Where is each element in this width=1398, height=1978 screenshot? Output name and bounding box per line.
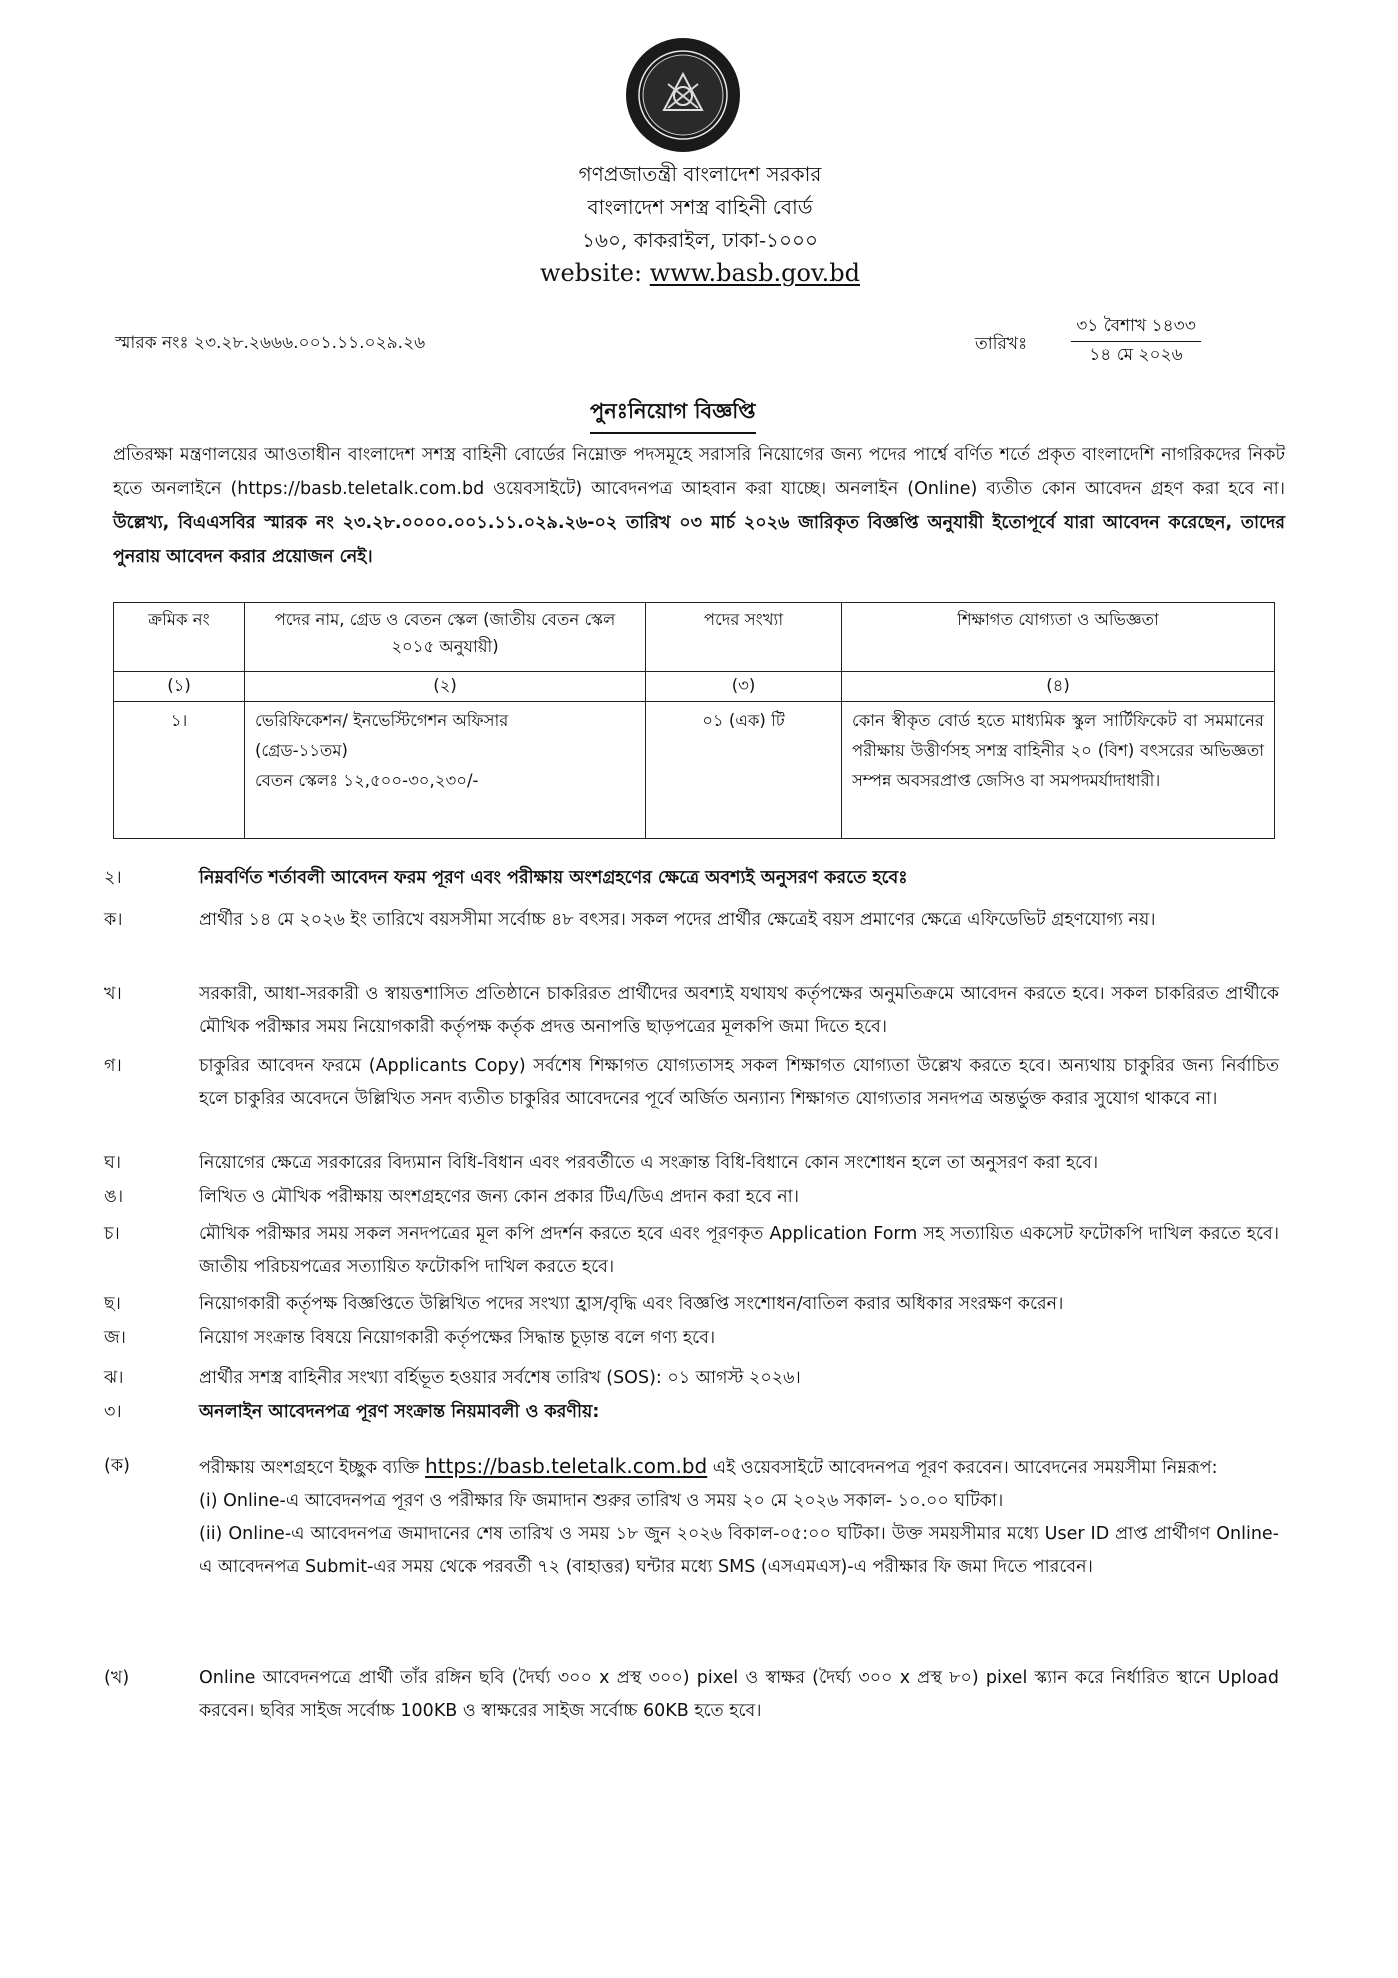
colnum-4: (৪) bbox=[842, 672, 1275, 702]
website-line bbox=[300, 257, 1100, 290]
item-text: লিখিত ও মৌখিক পরীক্ষায় অংশগ্রহণের জন্য কোন প্রকার টিএ/ডিএ প্রদান করা হবে না। bbox=[199, 1187, 799, 1207]
item-key: ক। bbox=[104, 910, 123, 930]
cell-post bbox=[245, 702, 646, 839]
intro-text: প্রতিরক্ষা মন্ত্রণালয়ের আওতাধীন বাংলাদেশ সশস্ত্র বাহিনী বোর্ডের নিম্নোক্ত পদসমূহে সরাসরি নিয়োগের জন্য পদের পার্শ্বে বর্ণিত শর্তে প্রকৃত বাংলাদেশি নাগরিকদের নিকট হতে অনলাইনে (https://basb.teletalk.com.bd ওয়েবসাইটে) আবেদনপত্র আহবান করা যাচ্ছে। অনলাইন (Online) ব্যতীত কোন আবেদন গ্রহণ করা হবে না। bbox=[113, 445, 1285, 499]
letterhead bbox=[300, 158, 1100, 290]
item-key: ছ। bbox=[104, 1294, 121, 1314]
board-name: বাংলাদেশ সশস্ত্র বাহিনী বোর্ড bbox=[587, 195, 813, 219]
item-text: চাকুরির আবেদন ফরমে (Applicants Copy) সর্বশেষ শিক্ষাগত যোগ্যতাসহ সকল শিক্ষাগত যোগ্যতা উল্লেখ করতে হবে। অন্যথায় চাকুরির জন্য নির্বাচিত হলে চাকুরির অবেদনে উল্লিখিত সনদ ব্যতীত চাকুরির আবেদনের পূর্বে অর্জিত অন্যান্য শিক্ষাগত যোগ্যতার সনদপত্র অন্তর্ভুক্ত করার সুযোগ থাকবে না। bbox=[199, 1056, 1279, 1109]
teletalk-link[interactable]: https://basb.teletalk.com.bd bbox=[425, 1454, 708, 1478]
item-text: নিয়োগ সংক্রান্ত বিষয়ে নিয়োগকারী কর্তৃপক্ষের সিদ্ধান্ত চূড়ান্ত বলে গণ্য হবে। bbox=[199, 1328, 716, 1348]
item-text: নিম্নবর্ণিত শর্তাবলী আবেদন ফরম পূরণ এবং পরীক্ষায় অংশগ্রহণের ক্ষেত্রে অবশ্যই অনুসরণ করতে হবেঃ bbox=[199, 868, 908, 888]
header-qualification: শিক্ষাগত যোগ্যতা ও অভিজ্ঞতা bbox=[842, 603, 1275, 672]
item-key: ঙ। bbox=[104, 1187, 124, 1207]
post-scale: বেতন স্কেলঃ ১২,৫০০-৩০,২৩০/- bbox=[255, 771, 479, 790]
cell-qualification: কোন স্বীকৃত বোর্ড হতে মাধ্যমিক স্কুল সার্টিফিকেট বা সমমানের পরীক্ষায় উত্তীর্ণসহ সশস্ত্র বাহিনীর ২০ (বিশ) বৎসরের অভিজ্ঞতা সম্পন্ন অবসরপ্রাপ্ত জেসিও বা সমপদমর্যাদাধারী। bbox=[842, 702, 1275, 839]
ka-step-i: (i) Online-এ আবেদনপত্র পূরণ ও পরীক্ষার ফি জমাদান শুরুর তারিখ ও সময় ২০ মে ২০২৬ সকাল- ১০.০০ ঘটিকা। bbox=[199, 1491, 1004, 1511]
header-post: পদের নাম, গ্রেড ও বেতন স্কেল (জাতীয় বেতন স্কেল ২০১৫ অনুযায়ী) bbox=[245, 603, 646, 672]
board-seal-logo bbox=[624, 36, 742, 154]
post-grade: (গ্রেড-১১তম) bbox=[255, 741, 348, 760]
table-header-row bbox=[114, 603, 1275, 672]
colnum-3: (৩) bbox=[646, 672, 842, 702]
ka-post: এই ওয়েবসাইটে আবেদনপত্র পূরণ করবেন। আবেদনের সময়সীমা নিম্নরূপ: bbox=[712, 1458, 1218, 1478]
item-key: গ। bbox=[104, 1056, 122, 1076]
header-serial: ক্রমিক নং bbox=[114, 603, 245, 672]
item-key: (খ) bbox=[104, 1668, 130, 1688]
website-link[interactable]: www.basb.gov.bd bbox=[649, 259, 860, 287]
item-key: ২। bbox=[104, 868, 122, 888]
date-label: তারিখঃ bbox=[975, 334, 1028, 354]
item-text: Online আবেদনপত্রে প্রার্থী তাঁর রঙ্গিন ছবি (দৈর্ঘ্য ৩০০ x প্রস্থ ৩০০) pixel ও স্বাক্ষর (দৈর্ঘ্য ৩০০ x প্রস্থ ৮০) pixel স্ক্যান করে নির্ধারিত স্থানে Upload করবেন। ছবির সাইজ সর্বোচ্চ 100KB ও স্বাক্ষরের সাইজ সর্বোচ্চ 60KB হতে হবে। bbox=[199, 1668, 1279, 1721]
website-label: website: bbox=[540, 259, 643, 287]
item-text: মৌখিক পরীক্ষার সময় সকল সনদপত্রের মূল কপি প্রদর্শন করতে হবে এবং পূরণকৃত Application Form সহ সত্যায়িত একসেট ফটোকপি দাখিল করতে হবে। জাতীয় পরিচয়পত্রের সত্যায়িত ফটোকপি দাখিল করতে হবে। bbox=[199, 1224, 1279, 1277]
intro-bold-note: উল্লেখ্য, বিএএসবির স্মারক নং ২৩.২৮.০০০০.০০১.১১.০২৯.২৬-০২ তারিখ ০৩ মার্চ ২০২৬ জারিকৃত বিজ্ঞপ্তি অনুযায়ী ইতোপূর্বে যারা আবেদন করেছেন, তাদের পুনরায় আবেদন করার প্রয়োজন নেই। bbox=[113, 513, 1285, 567]
header-count: পদের সংখ্যা bbox=[646, 603, 842, 672]
item-key: ঝ। bbox=[104, 1368, 124, 1388]
colnum-2: (২) bbox=[245, 672, 646, 702]
item-key: ৩। bbox=[104, 1402, 122, 1422]
date-english: ১৪ মে ২০২৬ bbox=[1089, 345, 1183, 365]
item-key: খ। bbox=[104, 984, 122, 1004]
item-key: ঘ। bbox=[104, 1153, 122, 1173]
intro-paragraph bbox=[113, 438, 1285, 574]
item-key: (ক) bbox=[104, 1456, 130, 1476]
post-name: ভেরিফিকেশন/ ইনভেস্টিগেশন অফিসার bbox=[255, 711, 509, 730]
posts-table bbox=[113, 602, 1275, 839]
govt-name: গণপ্রজাতন্ত্রী বাংলাদেশ সরকার bbox=[578, 162, 822, 186]
memo-number: স্মারক নংঃ ২৩.২৮.২৬৬৬.০০১.১১.০২৯.২৬ bbox=[115, 333, 426, 353]
ka-pre: পরীক্ষায় অংশগ্রহণে ইচ্ছুক ব্যক্তি bbox=[199, 1458, 420, 1478]
item-key: চ। bbox=[104, 1224, 120, 1244]
item-text: সরকারী, আধা-সরকারী ও স্বায়ত্তশাসিত প্রতিষ্ঠানে চাকরিরত প্রার্থীদের অবশ্যই যথাযথ কর্তৃপক্ষের অনুমতিক্রমে আবেদন করতে হবে। সকল চাকরিরত প্রার্থীকে মৌখিক পরীক্ষার সময় নিয়োগকারী কর্তৃপক্ষ কর্তৃক প্রদত্ত অনাপত্তি ছাড়পত্রের মূলকপি জমা দিতে হবে। bbox=[199, 984, 1279, 1037]
item-text: অনলাইন আবেদনপত্র পূরণ সংক্রান্ত নিয়মাবলী ও করণীয়: bbox=[199, 1402, 600, 1422]
ka-step-ii: (ii) Online-এ আবেদনপত্র জমাদানের শেষ তারিখ ও সময় ১৮ জুন ২০২৬ বিকাল-০৫:০০ ঘটিকা। উক্ত সময়সীমার মধ্যে User ID প্রাপ্ত প্রার্থীগণ Online-এ আবেদনপত্র Submit-এর সময় থেকে পরবর্তী ৭২ (বাহাত্তর) ঘন্টার মধ্যে SMS (এসএমএস)-এ পরীক্ষার ফি জমা দিতে পারবেন। bbox=[199, 1524, 1279, 1577]
item-text: নিয়োগের ক্ষেত্রে সরকারের বিদ্যমান বিধি-বিধান এবং পরবর্তীতে এ সংক্রান্ত বিধি-বিধানে কোন সংশোধন হলে তা অনুসরণ করা হবে। bbox=[199, 1153, 1099, 1173]
date-bangla: ৩১ বৈশাখ ১৪৩৩ bbox=[1071, 313, 1201, 342]
item-text bbox=[199, 1450, 1279, 1584]
colnum-1: (১) bbox=[114, 672, 245, 702]
notice-title: পুনঃনিয়োগ বিজ্ঞপ্তি bbox=[590, 395, 756, 434]
table-colnum-row bbox=[114, 672, 1275, 702]
cell-count: ০১ (এক) টি bbox=[646, 702, 842, 839]
cell-serial: ১। bbox=[114, 702, 245, 839]
item-key: জ। bbox=[104, 1328, 126, 1348]
item-text: প্রার্থীর ১৪ মে ২০২৬ ইং তারিখে বয়সসীমা সর্বোচ্চ ৪৮ বৎসর। সকল পদের প্রার্থীর ক্ষেত্রেই বয়স প্রমাণের ক্ষেত্রে এফিডেভিট গ্রহণযোগ্য নয়। bbox=[199, 910, 1156, 930]
date-values bbox=[1071, 313, 1201, 368]
item-text: নিয়োগকারী কর্তৃপক্ষ বিজ্ঞপ্তিতে উল্লিখিত পদের সংখ্যা হ্রাস/বৃদ্ধি এবং বিজ্ঞপ্তি সংশোধন/বাতিল করার অধিকার সংরক্ষণ করেন। bbox=[199, 1294, 1064, 1314]
board-address: ১৬০, কাকরাইল, ঢাকা-১০০০ bbox=[582, 228, 818, 252]
item-text: প্রার্থীর সশস্ত্র বাহিনীর সংখ্যা বর্হিভূত হওয়ার সর্বশেষ তারিখ (SOS): ০১ আগস্ট ২০২৬। bbox=[199, 1368, 801, 1388]
table-row bbox=[114, 702, 1275, 839]
